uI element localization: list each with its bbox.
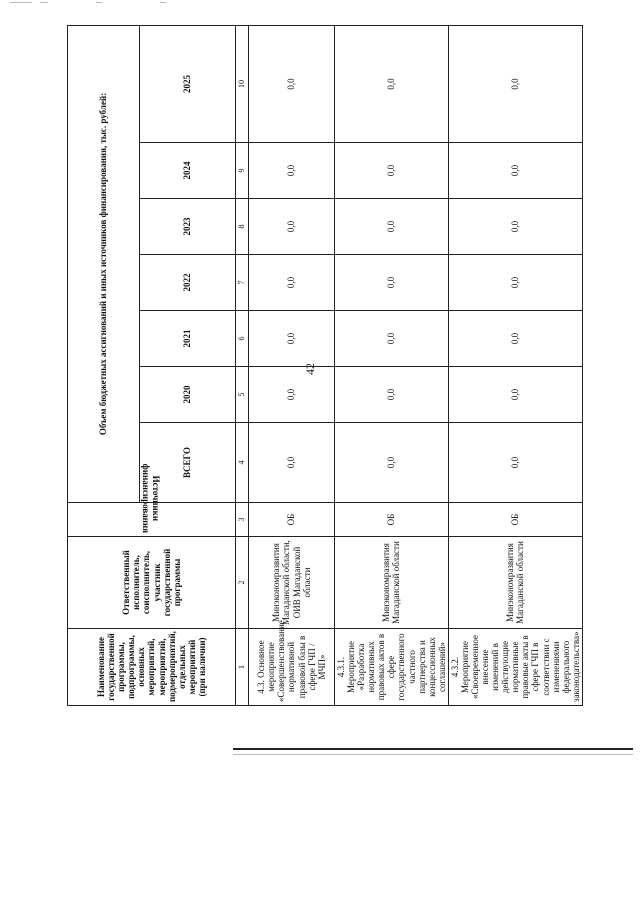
header-total: ВСЕГО bbox=[140, 423, 236, 503]
column-number: 4 bbox=[236, 423, 249, 503]
bottom-rule bbox=[233, 748, 633, 750]
row-value: 0,0 bbox=[335, 143, 449, 199]
header-funding: Объем бюджетных ассигнований и иных источников финансирования, тыс. рублей: bbox=[68, 25, 140, 502]
row-value: 0,0 bbox=[249, 25, 335, 142]
header-source: Источники финансирования bbox=[68, 503, 236, 537]
financing-table-container bbox=[67, 26, 581, 706]
row-value: 0,0 bbox=[335, 25, 449, 142]
page-number: 42 bbox=[303, 363, 317, 375]
table-row bbox=[335, 25, 449, 705]
row-value: 0,0 bbox=[249, 423, 335, 503]
header-year: 2020 bbox=[140, 367, 236, 423]
column-number: 3 bbox=[236, 503, 249, 537]
scan-edge-marks bbox=[0, 0, 200, 6]
row-value: 0,0 bbox=[335, 367, 449, 423]
row-name: 4.3.2. Мероприятие «Своевременное внесение изменений в действующие нормативные правовые акты в сфере ГЧП в соответствии с изменениями федерального законодательства» bbox=[448, 629, 582, 706]
row-name: 4.3.1. Мероприятие «Разработка нормативных правовых актов в сфере государственного частного партнерства и концессионных соглашений» bbox=[335, 629, 449, 706]
table-row bbox=[249, 25, 335, 705]
row-value: 0,0 bbox=[249, 367, 335, 423]
column-number: 5 bbox=[236, 367, 249, 423]
column-number: 6 bbox=[236, 311, 249, 367]
row-name: 4.3. Основное мероприятие «Совершенствование нормативной правовой базы в сфере ГЧП / МЧП» bbox=[249, 629, 335, 706]
column-number: 7 bbox=[236, 255, 249, 311]
row-value: 0,0 bbox=[335, 423, 449, 503]
row-value: 0,0 bbox=[249, 255, 335, 311]
table-row bbox=[448, 25, 582, 705]
bottom-rule-secondary bbox=[233, 754, 633, 755]
row-value: 0,0 bbox=[335, 199, 449, 255]
header-executor: Ответственный исполнитель, соисполнитель, участник государственной программы bbox=[68, 537, 236, 629]
row-executor: Минэкономразвития Магаданской области, ОИВ Магаданской области bbox=[249, 537, 335, 629]
column-number: 8 bbox=[236, 199, 249, 255]
column-number: 9 bbox=[236, 143, 249, 199]
row-value: 0,0 bbox=[448, 367, 582, 423]
row-value: 0,0 bbox=[448, 311, 582, 367]
column-number: 10 bbox=[236, 25, 249, 142]
financing-table bbox=[67, 25, 583, 706]
header-year: 2023 bbox=[140, 199, 236, 255]
header-year: 2024 bbox=[140, 143, 236, 199]
row-value: 0,0 bbox=[448, 199, 582, 255]
row-value: 0,0 bbox=[448, 25, 582, 142]
header-year: 2022 bbox=[140, 255, 236, 311]
row-executor: Минэкономразвития Магаданской области bbox=[448, 537, 582, 629]
row-value: 0,0 bbox=[448, 255, 582, 311]
row-value: 0,0 bbox=[448, 423, 582, 503]
header-name: Наименование государственной программы, подпрограммы, основных мероприятий, мероприятий, подмероприятий, отдельных мероприятий (при наличии) bbox=[68, 629, 236, 706]
column-number-row bbox=[236, 25, 249, 705]
row-source: ОБ bbox=[249, 503, 335, 537]
row-source: ОБ bbox=[448, 503, 582, 537]
row-executor: Минэкономразвития Магаданской области bbox=[335, 537, 449, 629]
row-value: 0,0 bbox=[448, 143, 582, 199]
row-value: 0,0 bbox=[249, 311, 335, 367]
row-source: ОБ bbox=[335, 503, 449, 537]
row-value: 0,0 bbox=[249, 143, 335, 199]
header-year: 2021 bbox=[140, 311, 236, 367]
column-number: 2 bbox=[236, 537, 249, 629]
column-number: 1 bbox=[236, 629, 249, 706]
header-year: 2025 bbox=[140, 25, 236, 142]
row-value: 0,0 bbox=[335, 311, 449, 367]
row-value: 0,0 bbox=[249, 199, 335, 255]
row-value: 0,0 bbox=[335, 255, 449, 311]
